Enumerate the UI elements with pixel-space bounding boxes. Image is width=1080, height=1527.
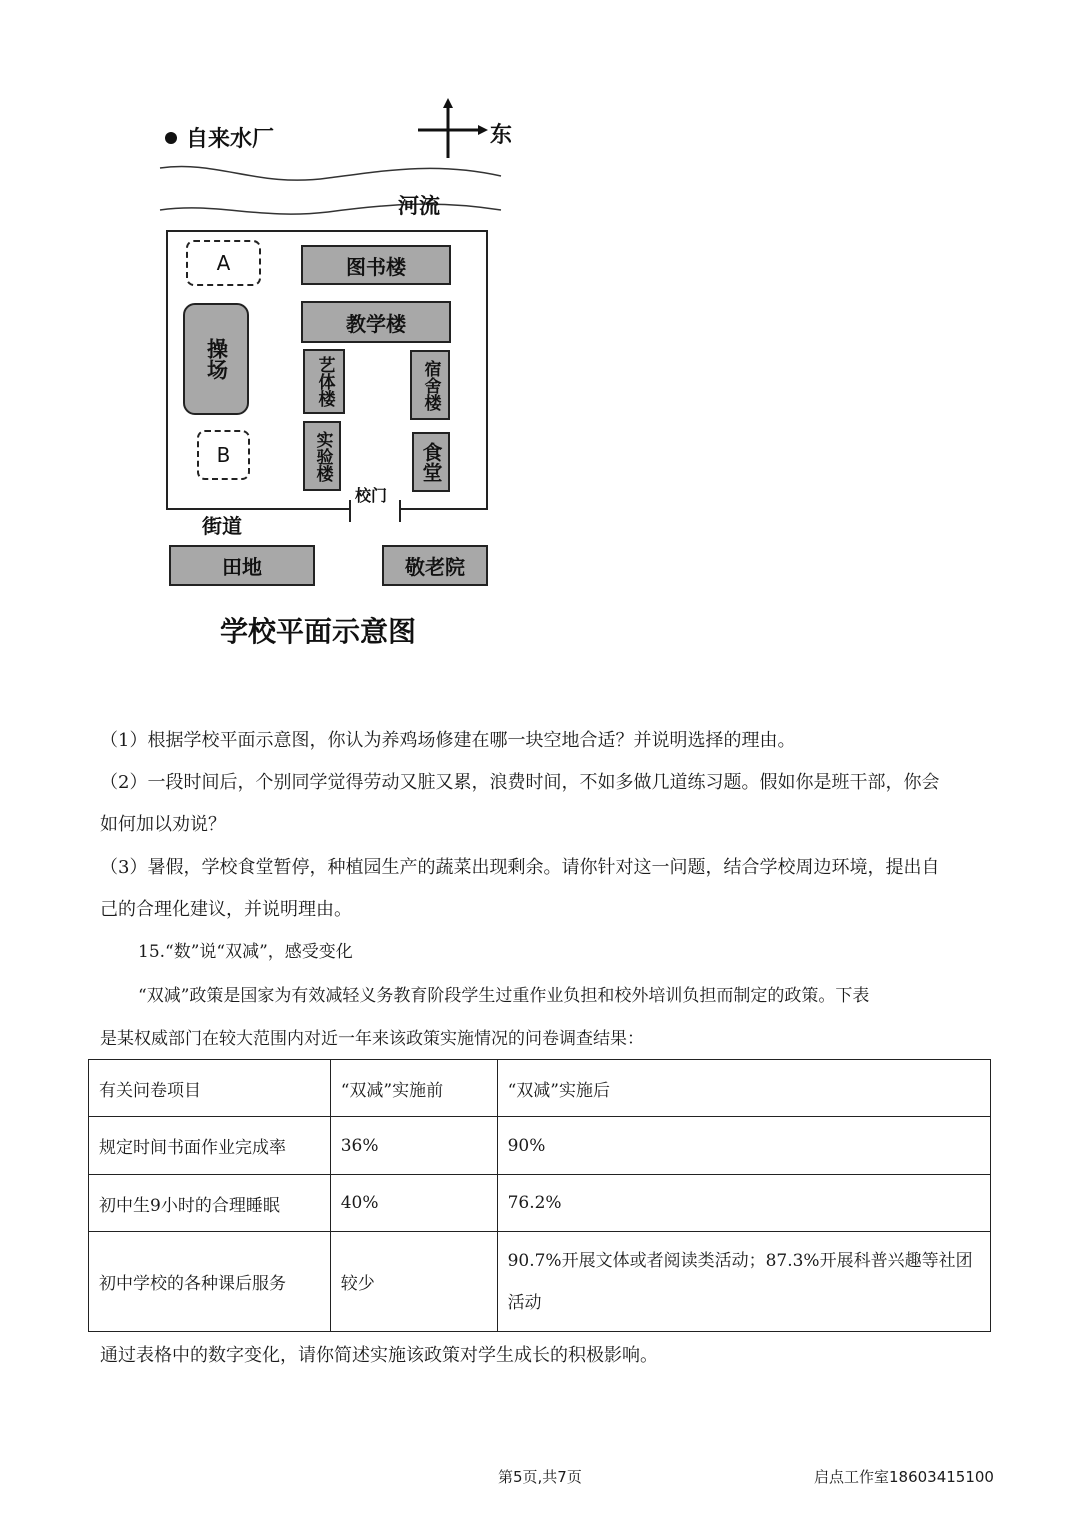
teaching-building: 教学楼 (301, 301, 451, 343)
lab-building: 实验楼 (303, 421, 341, 491)
river-label: 河流 (398, 194, 440, 218)
table-cell: 90.7%开展文体或者阅读类活动；87.3%开展科普兴趣等社团活动 (497, 1232, 990, 1332)
q15-prompt: 通过表格中的数字变化，请你简述实施该政策对学生成长的积极影响。 (100, 1345, 658, 1366)
field-area: 田地 (169, 545, 315, 586)
table-cell: 初中生9小时的合理睡眠 (89, 1175, 331, 1232)
dorm-building: 宿舍楼 (410, 350, 450, 420)
table-row (89, 1175, 991, 1232)
art-building: 艺体楼 (303, 349, 345, 414)
survey-table (88, 1059, 991, 1332)
question-3-line-1: （3）暑假，学校食堂暂停，种植园生产的蔬菜出现剩余。请你针对这一问题，结合学校周边环境，提出自 (100, 857, 940, 878)
playground: 操场 (183, 303, 249, 415)
table-cell: 76.2% (497, 1175, 990, 1232)
library-building: 图书楼 (301, 245, 451, 285)
table-cell: 90% (497, 1117, 990, 1175)
water-plant-dot-icon (165, 132, 177, 144)
river-lines (158, 160, 503, 220)
gate-label: 校门 (355, 486, 388, 505)
nursing-home: 敬老院 (382, 545, 488, 586)
water-plant-label: 自来水厂 (186, 127, 275, 152)
q15-intro-line-2: 是某权威部门在较大范围内对近一年来该政策实施情况的问卷调查结果： (100, 1029, 644, 1049)
map-caption: 学校平面示意图 (220, 615, 417, 648)
q15-intro-line-1: “双减”政策是国家为有效减轻义务教育阶段学生过重作业负担和校外培训负担而制定的政策。下表 (138, 986, 870, 1006)
table-header: “双减”实施后 (497, 1060, 990, 1117)
compass-icon (412, 98, 492, 162)
q15-title: 15.“数”说“双减”，感受变化 (138, 942, 353, 962)
question-1: （1）根据学校平面示意图，你认为养鸡场修建在哪一块空地合适？并说明选择的理由。 (100, 730, 796, 751)
east-label: 东 (490, 123, 513, 148)
studio-contact: 启点工作室18603415100 (814, 1468, 994, 1486)
school-map (150, 90, 520, 650)
plot-b: B (197, 430, 250, 480)
table-header: “双减”实施前 (330, 1060, 497, 1117)
gate-post-right (399, 500, 401, 522)
table-row (89, 1232, 991, 1332)
question-2-line-1: （2）一段时间后，个别同学觉得劳动又脏又累，浪费时间，不如多做几道练习题。假如你是班干部，你会 (100, 772, 940, 793)
table-cell: 较少 (330, 1232, 497, 1332)
table-header-row (89, 1060, 991, 1117)
street-label: 街道 (202, 514, 242, 538)
page-number: 第5页,共7页 (498, 1468, 582, 1486)
canteen-building: 食堂 (412, 432, 450, 492)
table-cell: 初中学校的各种课后服务 (89, 1232, 331, 1332)
table-header: 有关问卷项目 (89, 1060, 331, 1117)
question-3-line-2: 己的合理化建议，并说明理由。 (100, 899, 352, 920)
table-cell: 36% (330, 1117, 497, 1175)
gate-post-left (349, 500, 351, 522)
table-row (89, 1117, 991, 1175)
table-cell: 40% (330, 1175, 497, 1232)
plot-a: A (186, 240, 261, 286)
question-2-line-2: 如何加以劝说？ (100, 814, 226, 835)
table-cell: 规定时间书面作业完成率 (89, 1117, 331, 1175)
